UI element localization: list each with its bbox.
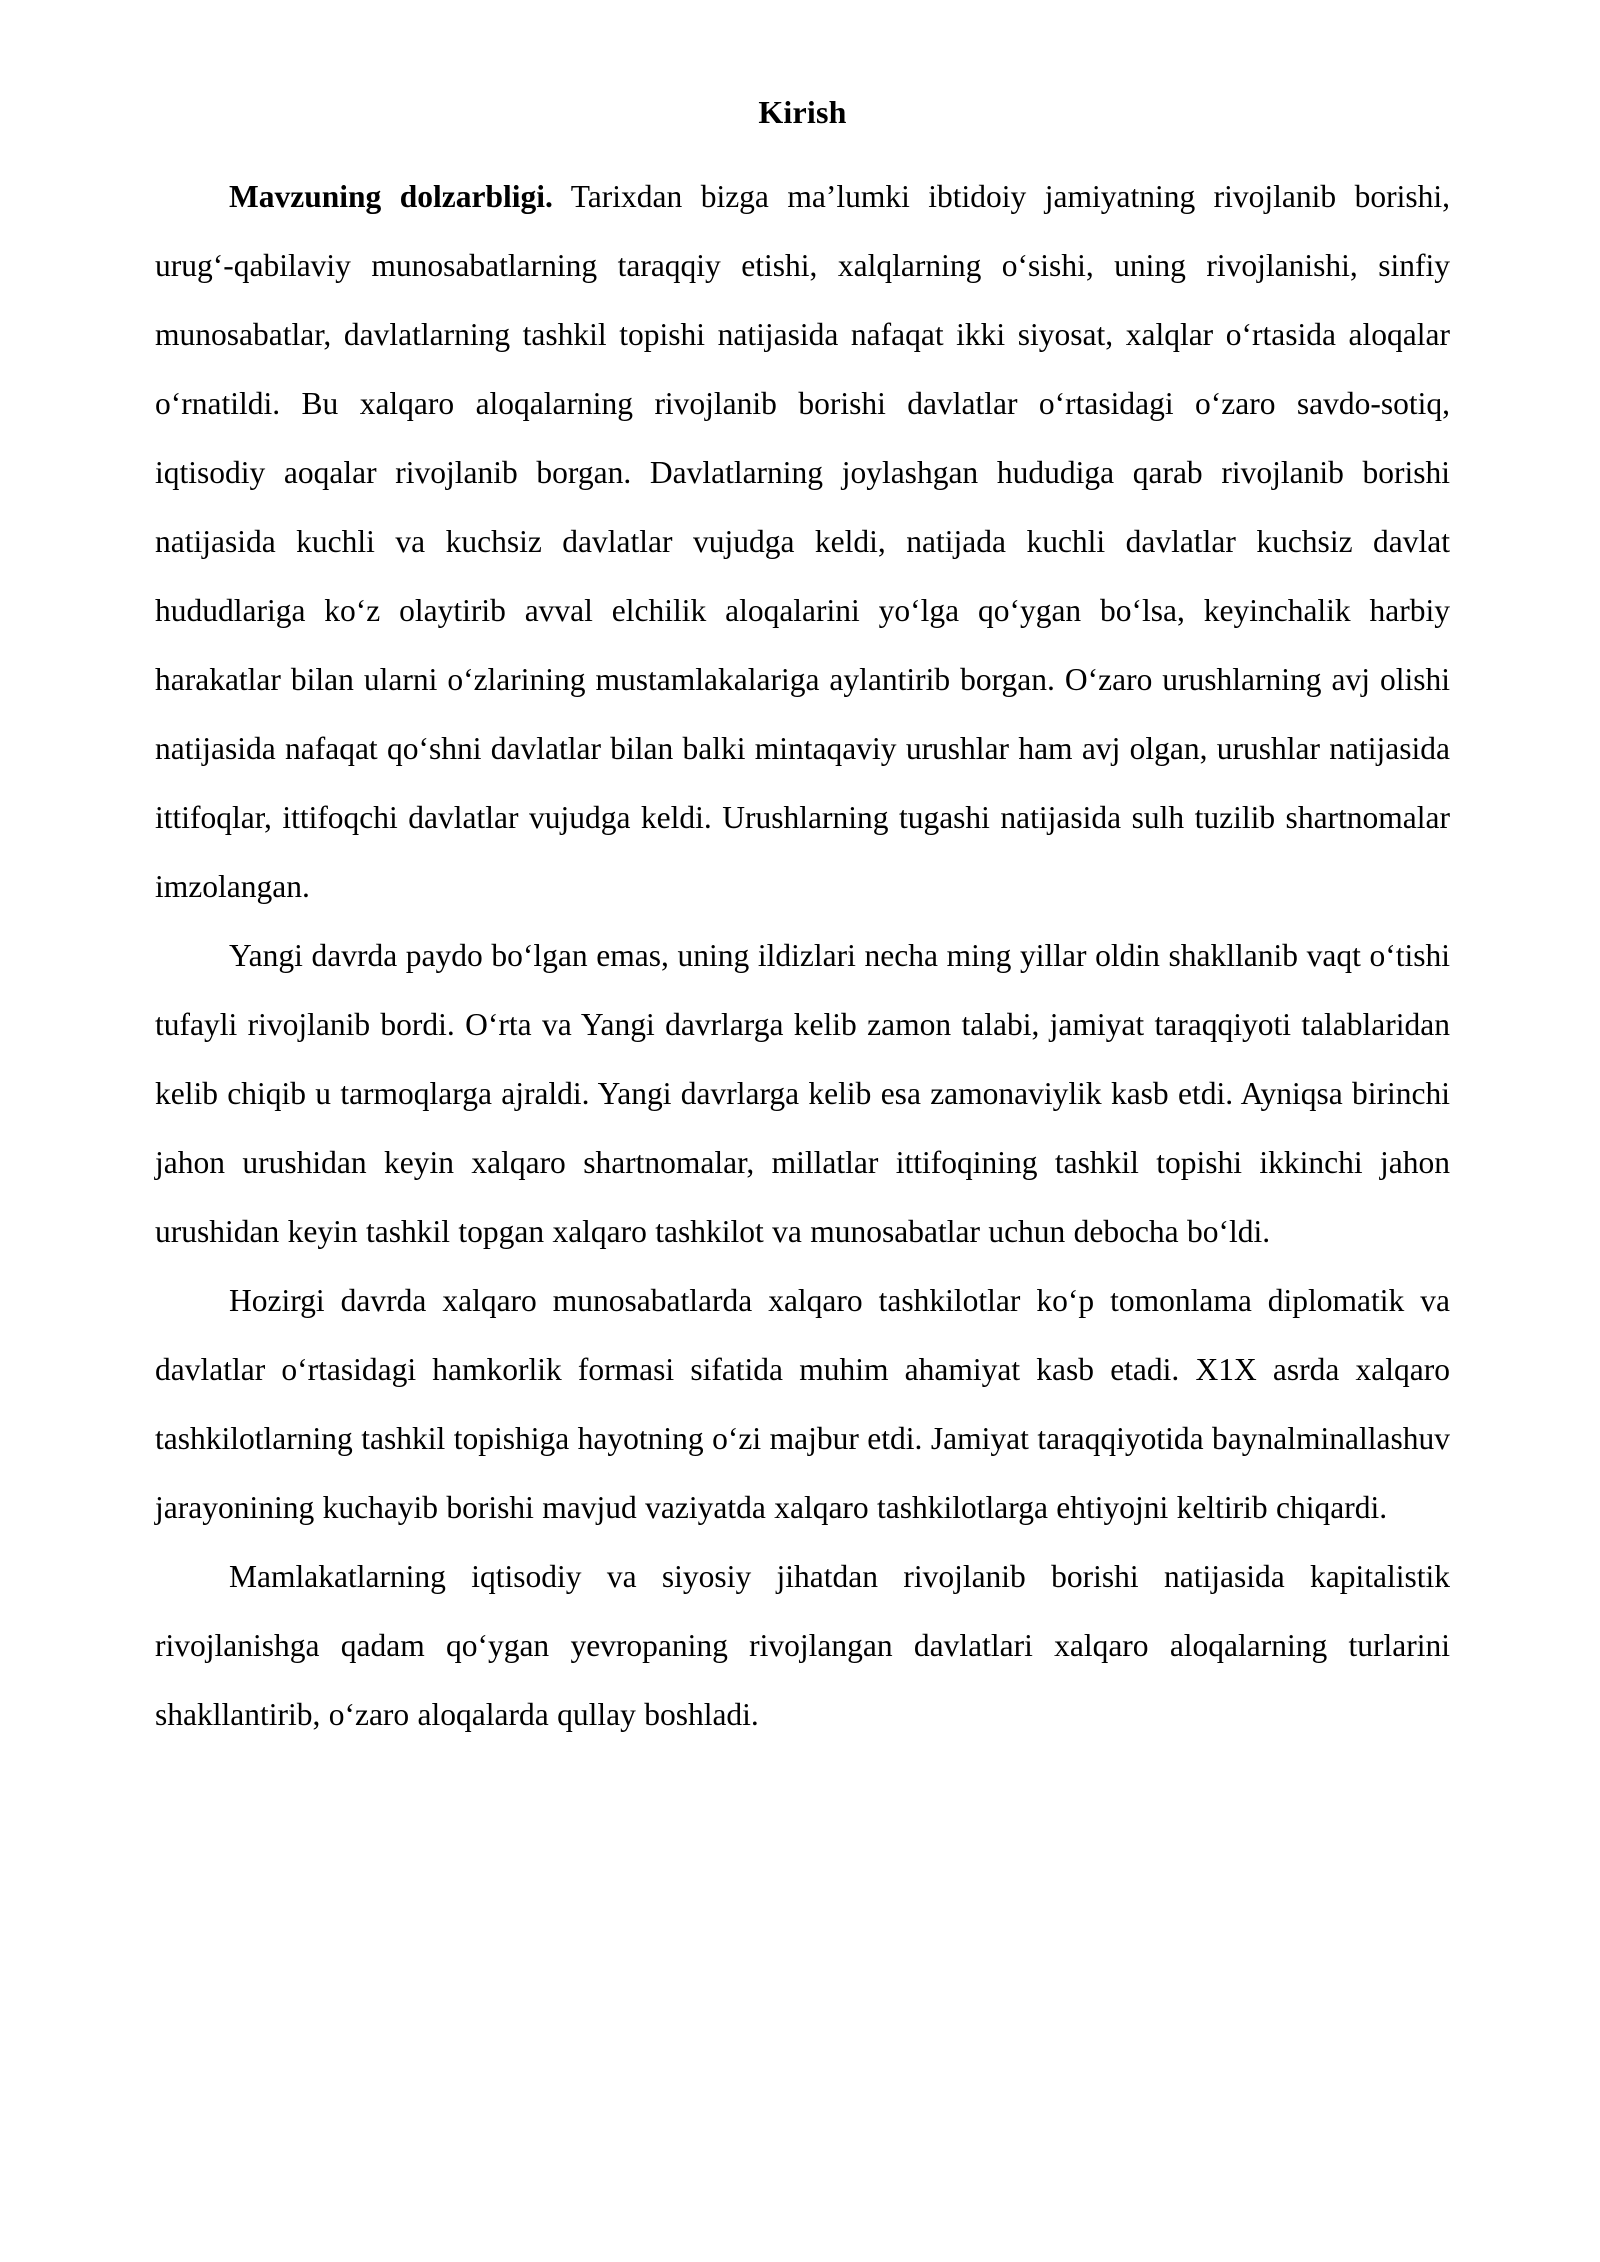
page-title: Kirish <box>758 94 847 130</box>
paragraph-3 <box>155 1266 1450 1542</box>
paragraph-4-text: Mamlakatlarning iqtisodiy va siyosiy jihatdan rivojlanib borishi natijasida kapitalistik rivojlanishga qadam qo‘ygan yevropaning rivojlangan davlatlari xalqaro aloqalarning turlarini shakllantirib, o‘zaro aloqalarda qullay boshladi. <box>155 1559 1450 1732</box>
paragraph-4 <box>155 1542 1450 1749</box>
paragraph-2-text: Yangi davrda paydo bo‘lgan emas, uning ildizlari necha ming yillar oldin shakllanib vaqt o‘tishi tufayli rivojlanib bordi. O‘rta va Yangi davrlarga kelib zamon talabi, jamiyat taraqqiyoti talablaridan kelib chiqib u tarmoqlarga ajraldi. Yangi davrlarga kelib esa zamonaviylik kasb etdi. Ayniqsa birinchi jahon urushidan keyin xalqaro shartnomalar, millatlar ittifoqining tashkil topishi ikkinchi jahon urushidan keyin tashkil topgan xalqaro tashkilot va munosabatlar uchun debocha bo‘ldi. <box>155 938 1450 1249</box>
paragraph-1-text: Tarixdan bizga ma’lumki ibtidoiy jamiyatning rivojlanib borishi, urug‘-qabilaviy munosabatlarning taraqqiy etishi, xalqlarning o‘sishi, uning rivojlanishi, sinfiy munosabatlar, davlatlarning tashkil topishi natijasida nafaqat ikki siyosat, xalqlar o‘rtasida aloqalar o‘rnatildi. Bu xalqaro aloqalarning rivojlanib borishi davlatlar o‘rtasidagi o‘zaro savdo-sotiq, iqtisodiy aoqalar rivojlanib borgan. Davlatlarning joylashgan hududiga qarab rivojlanib borishi natijasida kuchli va kuchsiz davlatlar vujudga keldi, natijada kuchli davlatlar kuchsiz davlat hududlariga ko‘z olaytirib avval elchilik aloqalarini yo‘lga qo‘ygan bo‘lsa, keyinchalik harbiy harakatlar bilan ularni o‘zlarining mustamlakalariga aylantirib borgan. O‘zaro urushlarning avj olishi natijasida nafaqat qo‘shni davlatlar bilan balki mintaqaviy urushlar ham avj olgan, urushlar natijasida ittifoqlar, ittifoqchi davlatlar vujudga keldi. Urushlarning tugashi natijasida sulh tuzilib shartnomalar imzolangan. <box>155 179 1450 904</box>
paragraph-1-lead: Mavzuning dolzarbligi. <box>229 179 553 214</box>
paragraph-3-text: Hozirgi davrda xalqaro munosabatlarda xalqaro tashkilotlar ko‘p tomonlama diplomatik va davlatlar o‘rtasidagi hamkorlik formasi sifatida muhim ahamiyat kasb etadi. X1X asrda xalqaro tashkilotlarning tashkil topishiga hayotning o‘zi majbur etdi. Jamiyat taraqqiyotida baynalminallashuv jarayonining kuchayib borishi mavjud vaziyatda xalqaro tashkilotlarga ehtiyojni keltirib chiqardi. <box>155 1283 1450 1525</box>
paragraph-1 <box>155 162 1450 921</box>
paragraph-2 <box>155 921 1450 1266</box>
page-content <box>155 96 1450 1749</box>
